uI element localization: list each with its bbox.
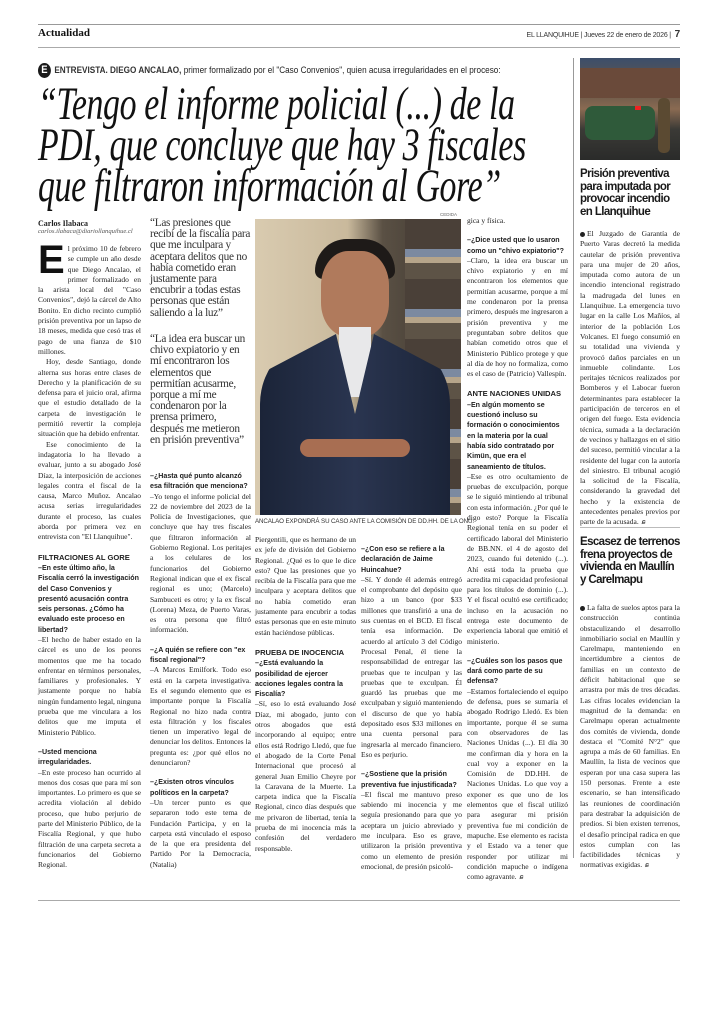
text: –¿Sostiene que la prisión preventiva fue injustificada? bbox=[361, 770, 457, 789]
section-subhead bbox=[467, 389, 568, 399]
top-rule bbox=[38, 24, 680, 25]
drop-cap: E bbox=[38, 238, 65, 282]
page-number: 7 bbox=[674, 29, 680, 40]
text: –El fiscal me mantuvo preso sabiendo mi inocencia y me seguía presionando para que yo aceptara un juicio abreviado y me inculpara. Eso es grave, utilizaron la prisión preventiva como un elemento de presión emocional, de presión psicoló- bbox=[361, 789, 462, 871]
crossed-hands bbox=[300, 439, 410, 457]
text: –Ese es otro ocultamiento de pruebas de exculpación, porque se le siguió mintiendo al tribunal con esta información. ¿Por qué le digo esto? Porque la Fiscalía Regional tenía en su poder el certificado laboral del Ministerio de BB.NN. el 4 de agosto del 2023, cuando fui detenido (...). Ahí está toda la prueba que acredita mi capacidad profesional para los títulos de dominio (...). Y el fiscal ocultó ese certificado; incluso en la acusación no entrega este documento de experiencia laboral que emitió el ministerio. bbox=[467, 471, 568, 646]
lead-paragraph bbox=[38, 238, 141, 357]
answer-paragraph bbox=[361, 575, 462, 760]
answer-paragraph bbox=[38, 768, 141, 871]
answer-paragraph bbox=[467, 687, 568, 883]
article-column-5 bbox=[467, 216, 568, 882]
officer bbox=[658, 98, 670, 153]
pull-quote: “La idea era buscar un chivo expiatorio y en mí encontraron los elementos que permitían acusarme, porque a mí me condenaron por la prensa primero, después me metieron en prisión preventiva” bbox=[150, 333, 246, 446]
text: –En algún momento se cuestionó incluso su formación o conocimientos en la materia por la cual había sido contratado por Kimün, que era el saneamiento de títulos. bbox=[467, 400, 560, 471]
end-mark-icon: ɕ bbox=[641, 519, 646, 527]
text: –En este último año, la Fiscalía cerró la investigación del Caso Convenios y presentó acusación contra seis personas. ¿Cómo ha evaluado este proceso en libertad? bbox=[38, 563, 139, 634]
text: –Sí, eso lo está evaluando José Díaz, mi abogado, junto con otros abogados que está incorporando al equipo; entre ellos está Rodrigo Lledó, que fue el abogado de la Corte Penal Internacional que procesó al general Juan Emilio Cheyre por la Caravana de la Muerte. La carpeta indica que la Fiscalía Regional, cinco días después que me privaron de libertad, tenía la prueba de mi inocencia más la confesión del verdadero responsable. bbox=[255, 699, 356, 853]
sidebar-text-2: La falta de suelos aptos para la construcción continúa obstaculizando el desarrollo inmobiliario social en Maullín y Carelmapu, manteniendo en incertidumbre a cientos de familias en un contexto de déficit habitacional que se arrastra por más de tres décadas. Las cifras locales evidencian la magnitud de la demanda: en Carelmapu operan actualmente dos comités de vivienda, donde destaca el "Comité N°2" que agrupa a más de 60 familias. En Maullín, la lista de vecinos que esperan por una casa supera las 150 personas. Frente a este escenario, se han intensificado las reuniones de coordinación para destrabar la adquisición de predios. Si bien existen terrenos, el desafío principal radica en que estos cumplan con las factibilidades técnicas y normativas exigidas. bbox=[580, 603, 680, 870]
sidebar-body-2 bbox=[580, 603, 680, 871]
text: Ese conocimiento de la indagatoria lo ha llevado a evaluar, junto a su abogado José Díaz, la interposición de acciones legales contra el fiscal de la causa, Marco Muñoz. Ancalao acusa serias irregularidades durante el proceso, las cuales aborda por primera vez en entrevista con "El Llanquihue". bbox=[38, 439, 141, 542]
text: –¿Está evaluando la posibilidad de ejercer acciones legales contra la Fiscalía? bbox=[255, 659, 343, 699]
bullet-icon bbox=[580, 606, 585, 611]
photo-caption: ANCALAO EXPONDRÁ SU CASO ANTE LA COMISIÓN DE DD.HH. DE LA ONU. bbox=[255, 518, 475, 525]
text: –Estamos fortaleciendo el equipo de defensa, pues se sumaría el abogado Rodrigo Lledó. Es bien importante, porque él se suma con observadores de las Naciones Unidas (...). El día 30 me confirman día y hora en la cual voy a exponer en la Comisión de DD.HH. de Naciones Unidas. Lo que voy a exponer es que uno de los elementos que el fiscal utilizó para asegurar mi prisión preventiva fue mi condición de mapuche. Ese elemento es racista y el Estado va a tener que responder por utilizar mi condición mapuche o indígena como agravante. bbox=[467, 686, 568, 882]
siren-light bbox=[635, 106, 641, 110]
headline-line: que filtraron información al Gore” bbox=[38, 160, 501, 212]
house bbox=[580, 68, 680, 98]
text: –En este proceso han ocurrido al menos dos cosas que para mí son importantes. Lo primero es que se acredita violación al debido proceso, que hubo perjurio de parte del Ministerio Público, de la Fiscalía Regional, y que hubo filtración de una carpeta secreta a funcionarios del Gobierno Regional. bbox=[38, 767, 141, 870]
sidebar-rule bbox=[580, 527, 680, 528]
interview-question bbox=[150, 777, 251, 798]
text: –¿Existen otros vínculos políticos en la carpeta? bbox=[150, 778, 234, 797]
text: –Yo tengo el informe policial del 22 de noviembre del 2023 de la Policía de Investigaciones, que concluye que hay tres fiscales que filtraron información al Gobierno Regional. Los peritajes a los celulares de los funcionarios del Gobierno Regional indican que el ex fiscal regional es uno; (Marcelo) Sambuceti es otro; y la ex fiscal (Lorena) Meza, de Puerto Varas, es otra persona que filtró información. bbox=[150, 491, 251, 635]
text: –A Marcos Emilfork. Todo eso está en la carpeta investigativa. Es el segundo elemento que es importante porque la Fiscalía Regional no hizo nada contra esta filtración y los fiscales tienen un imperativo legal de denunciar los delitos. Entonces la pregunta es: ¿por qué ellos no denunciaron? bbox=[150, 665, 251, 768]
bottom-rule bbox=[38, 900, 680, 901]
text: Hoy, desde Santiago, donde alterna sus horas entre clases de Derecho y la planificación de su defensa para el juicio oral, afirma que el estudio detallado de la carpeta de investigación le permitió revertir la compleja situación que ha debido enfrentar. bbox=[38, 357, 141, 439]
face bbox=[321, 251, 389, 337]
headline bbox=[38, 78, 578, 212]
entrevista-badge-icon: E bbox=[38, 63, 51, 78]
text: Piergentili, que es hermano de un ex jefe de división del Gobierno Regional. ¿Qué es lo que le dice esto? Que las presiones que yo recibía de la Fiscalía para que me inculpara y aceptara delitos que no había cometido eran justamente para encubrir a todas estas personas que en este minuto están haciéndose públicas. bbox=[255, 535, 357, 637]
answer-paragraph bbox=[255, 535, 356, 638]
pull-quote: “Las presiones que recibí de la fiscalía para que me inculpara y aceptara delitos que no había cometido eran justamente para encubrir a todas estas personas que están saliendo a la luz” bbox=[150, 217, 251, 319]
end-mark-icon: ɕ bbox=[519, 874, 524, 882]
paragraph bbox=[38, 357, 141, 439]
sidebar-divider bbox=[573, 58, 574, 858]
interview-question bbox=[361, 769, 462, 790]
text: –¿Con eso se refiere a la declaración de Jaime Huincahue? bbox=[361, 545, 445, 574]
police-car bbox=[585, 106, 655, 140]
text: FILTRACIONES AL GORE bbox=[38, 552, 130, 562]
section-subhead bbox=[38, 553, 141, 563]
issue-date: Jueves 22 de enero de 2026 bbox=[583, 32, 668, 39]
text: –Un tercer punto es que separaron todo este tema de Fundación Participa, y en la carpeta está vinculado el esposo de la que era presidenta del Partido Por la Democracia, (Natalia) bbox=[150, 797, 251, 869]
sidebar-body-1 bbox=[580, 229, 680, 528]
article-column-3 bbox=[255, 535, 356, 854]
interview-question bbox=[467, 235, 568, 256]
article-column-2 bbox=[150, 462, 251, 870]
answer-paragraph bbox=[255, 699, 356, 853]
article-column-1 bbox=[38, 219, 141, 871]
text: –¿Dice usted que lo usaron como un "chivo expiatorio"? bbox=[467, 236, 564, 255]
text: –Claro, la idea era buscar un chivo expiatorio y en mí encontraron los elementos que permitían acusarme, porque a mí me condenaron por la prensa primero, después me ingresaron a prisión preventiva y me preguntaban sobre delitos que habían cometido otros que el Ministerio Público protege y que al día de hoy no formaliza, como es el caso de (Patricio) Vallespín. bbox=[467, 255, 569, 379]
interview-question bbox=[255, 658, 356, 699]
interviewee-photo bbox=[255, 219, 461, 515]
text: –Sí. Y donde él además entregó el comprobante del depósito que hizo a un banco (por $33 millones que transfirió a una de sus cuentas en el BCD. El fiscal tenía esa información. De acuerdo al artículo 3 del Código Procesal Penal, él tiene la responsabilidad de entregar las pruebas que te inculpan y las pruebas que te exculpan. Él guardó las pruebas que me exculpaban y siguió manteniendo el discurso de que yo había depositado esos $33 millones en una cuenta personal para ingresarla al mercado financiero. Eso es perjurio. bbox=[361, 574, 462, 759]
section-label: Actualidad bbox=[38, 27, 90, 39]
answer-paragraph bbox=[38, 635, 141, 738]
answer-paragraph bbox=[150, 492, 251, 636]
newspaper-name: EL LLANQUIHUE bbox=[526, 32, 579, 39]
interview-question bbox=[150, 645, 251, 666]
end-mark-icon: ɕ bbox=[645, 862, 649, 870]
folio: EL LLANQUIHUE | Jueves 22 de enero de 2026 | 7 bbox=[526, 29, 680, 40]
answer-paragraph bbox=[467, 472, 568, 647]
kicker-text: primer formalizado por el "Caso Convenios", quien acusa irregularidades en el proceso: bbox=[183, 65, 501, 77]
kicker-bold: ENTREVISTA. DIEGO ANCALAO, bbox=[54, 65, 182, 77]
interview-question bbox=[38, 747, 141, 768]
bullet-icon bbox=[580, 232, 585, 237]
paragraph bbox=[38, 440, 141, 543]
sidebar-headline-1: Prisión preventiva para imputada por provocar incendio en Llanquihue bbox=[580, 168, 671, 218]
text: –¿Hasta qué punto alcanzó esa filtración que menciona? bbox=[150, 472, 248, 491]
text: –Usted menciona irregularidades. bbox=[38, 747, 97, 767]
sidebar-headline-2: Escasez de terrenos frena proyectos de vivienda en Maullín y Carelmapu bbox=[580, 536, 680, 586]
text: –El hecho de haber estado en la cárcel es uno de los peores momentos que me ha tocado enfrentar en términos personales, familiares y profesionales. Y justamente porque no había ningún fundamento legal, ninguna prueba que me vinculara a los delitos que me imputa el Ministerio Público. bbox=[38, 634, 141, 737]
section-subhead bbox=[255, 648, 356, 658]
answer-paragraph bbox=[467, 256, 568, 380]
interview-question bbox=[361, 544, 462, 575]
article-column-4 bbox=[361, 535, 462, 872]
text: –¿A quién se refiere con "ex fiscal regional"? bbox=[150, 645, 246, 665]
headline-line: “Tengo el informe policial (...) de la bbox=[38, 78, 515, 130]
photo-credit: CEDIDA bbox=[440, 212, 458, 217]
sidebar-photo-police-car bbox=[580, 58, 680, 160]
text: PRUEBA DE INOCENCIA bbox=[255, 647, 345, 657]
answer-paragraph bbox=[361, 790, 462, 872]
answer-paragraph bbox=[150, 798, 251, 870]
author-email: carlos.ilabaca@diariollanquihue.cl bbox=[38, 228, 133, 235]
interview-question bbox=[38, 563, 141, 635]
sidebar-text-1: El Juzgado de Garantía de Puerto Varas decretó la medida cautelar de prisión preventiva para una mujer de 20 años, imputada como autora de un incendio intencional registrado la madrugada del lunes en Llanquihue. La emergencia tuvo lugar en la calle Los Mañíos, al interior de la población Los Volcanes. El fuego consumió en su totalidad una vivienda y provocó daños parciales en un inmueble colindante. Los peritajes técnicos realizados por Bomberos y el Labocar fueron determinantes para establecer la participación de terceros en el origen del fuego. Esta evidencia técnica, sumada a la declaración de vecinos y hallazgos en el sitio del suceso, permitió vincular a la residente del lugar con la autoría del siniestro. El tribunal acogió la solicitud de la Fiscalía, considerando la gravedad del hecho y la existencia de antecedentes penales previos por parte de la acusada. bbox=[580, 229, 680, 527]
kicker bbox=[38, 63, 501, 78]
lead-text: l próximo 10 de febrero se cumple un año desde que Diego Ancalao, el primer formalizado en la arista local del "Caso Convenios", dejó la cárcel de Alto Bonito. En dicho recinto cumplió prisión preventiva por un lapso de 18 meses, medida que cesó tras el pago de una fianza de $10 millones. bbox=[38, 244, 141, 356]
answer-paragraph bbox=[467, 216, 568, 226]
text: –¿Cuáles son los pasos que dará como parte de su defensa? bbox=[467, 656, 563, 686]
author-name: Carlos Ilabaca bbox=[38, 219, 88, 228]
interview-question bbox=[150, 471, 251, 492]
answer-paragraph bbox=[150, 665, 251, 768]
headline-line: PDI, que concluye que hay 3 fiscales bbox=[38, 119, 526, 171]
interview-question bbox=[467, 400, 568, 472]
interview-question bbox=[467, 656, 568, 687]
text: ANTE NACIONES UNIDAS bbox=[467, 389, 562, 399]
header-rule bbox=[38, 47, 680, 48]
text: gica y física. bbox=[467, 216, 506, 225]
